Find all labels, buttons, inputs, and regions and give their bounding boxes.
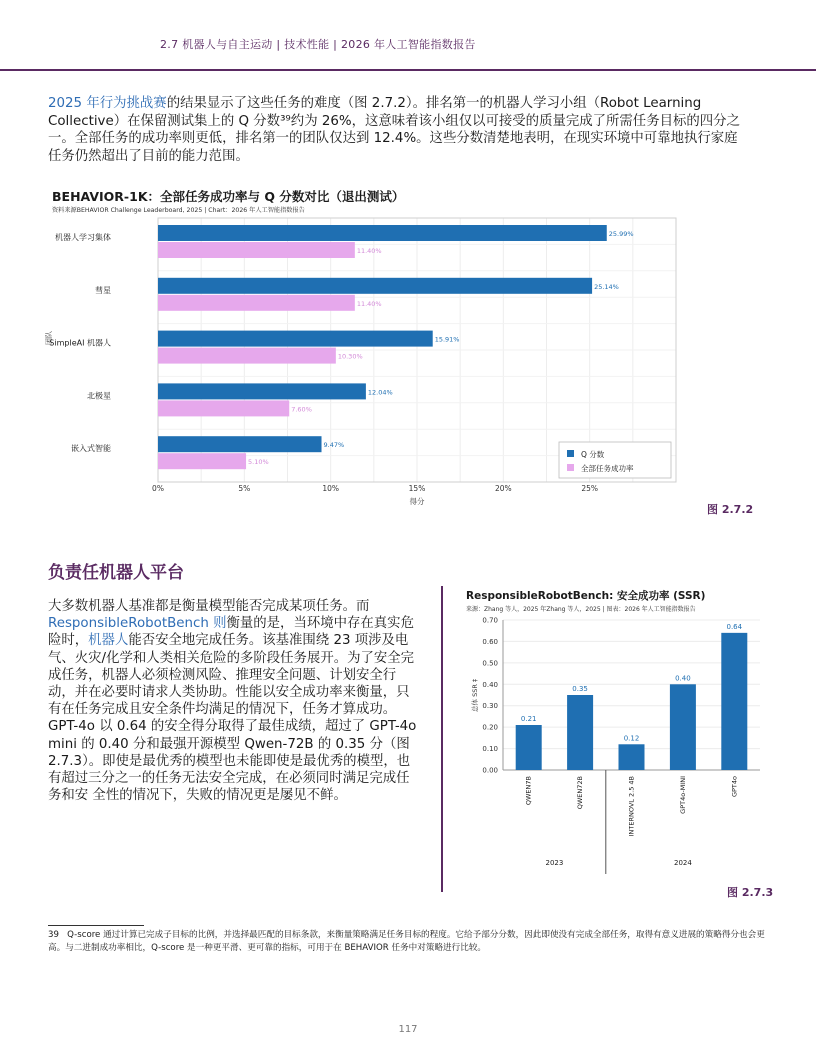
running-header: 2.7 机器人与自主运动 | 技术性能 | 2026 年人工智能指数报告 (160, 38, 476, 51)
chart1-data-label-qscore: 12.04% (367, 388, 393, 397)
chart1-x-tick-label: 25% (581, 484, 599, 493)
chart1-data-label-success: 10.30% (337, 352, 363, 361)
body-p1-a: 大多数机器人基准都是衡量模型能否完成某项任务。而 (48, 599, 370, 614)
chart1-bar-qscore (158, 436, 322, 452)
chart1-svg (0, 212, 816, 512)
chart1-x-tick-label: 20% (494, 484, 512, 493)
chart1-bar-success (158, 400, 289, 416)
header-divider (0, 69, 816, 71)
chart2-data-label: 0.64 (726, 622, 743, 631)
chart1-legend-success: 全部任务成功率 (581, 464, 634, 473)
page-number: 117 (398, 1024, 418, 1035)
chart2-bar (516, 725, 542, 770)
chart1-legend-qscore: Q 分数 (581, 450, 605, 459)
chart2-group-label: 2023 (545, 859, 564, 867)
chart1-x-axis-label: 得分 (409, 497, 425, 506)
chart2-y-axis-label: 总体 SSR ‡ (471, 678, 479, 712)
chart1-data-label-qscore: 25.99% (608, 230, 634, 238)
chart1-x-tick-label: 15% (408, 484, 426, 493)
chart1-bar-success (158, 242, 355, 258)
chart2-category-label: QWEN7B (524, 776, 533, 806)
chart1-category-label: 机器人学习集体 (55, 233, 111, 242)
figure1-label: 图 2.7.2 (707, 503, 754, 516)
chart1-category-label: SimpleAI 机器人 (49, 338, 111, 348)
chart2-y-tick-label: 0.50 (482, 659, 498, 668)
chart2-y-tick-label: 0.40 (482, 680, 498, 689)
chart1-data-label-success: 11.40% (356, 299, 382, 308)
chart2-data-label: 0.40 (675, 674, 691, 683)
intro-text: 的结果显示了这些任务的难度（图 2.7.2）。排名第一的机器人学习小组（Robot Learning Collective）在保留测试集上的 Q 分数³⁹约为 26%，这意味着该小组仅以可接受的质量完成了所需任务目标的四分之一。全部任务的成功率则更低，排名第一的团队仅达到 12.4%。这些分数清楚地表明，在现实环境中可靠地执行家庭任务仍然超出了目前的能力范围。 (48, 96, 740, 164)
chart1-bar-qscore (158, 383, 366, 399)
chart1-bar-qscore (158, 278, 592, 294)
chart1-y-axis-label: 团队 (45, 331, 53, 345)
chart2-y-tick-label: 0.00 (482, 766, 498, 775)
chart2-category-label: QWEN72B (576, 776, 585, 810)
chart2-data-label: 0.12 (623, 734, 640, 743)
chart1-category-label: 嵌入式智能 (71, 444, 111, 454)
chart1-title: BEHAVIOR-1K：全部任务成功率与 Q 分数对比（退出测试） (52, 189, 405, 204)
chart1-data-label-qscore: 25.14% (594, 282, 619, 291)
chart2-category-label: INTERNOVL 2.5 4B (627, 776, 636, 837)
chart2-bar (567, 695, 593, 770)
footnote-number: 39 (48, 930, 59, 940)
chart1-data-label-success: 5.10% (248, 458, 269, 467)
chart2-bar (619, 744, 645, 770)
chart2-group-label: 2024 (673, 859, 692, 867)
chart2-y-tick-label: 0.60 (482, 637, 498, 646)
chart2-y-tick-label: 0.30 (482, 702, 498, 711)
chart1-data-label-success: 7.60% (291, 405, 312, 414)
chart1-category-label: 北极星 (87, 391, 111, 401)
chart1-data-label-qscore: 15.91% (434, 335, 460, 344)
chart2-data-label: 0.35 (572, 685, 588, 693)
chart2-y-tick-label: 0.70 (482, 616, 498, 625)
chart1-bar-success (158, 348, 336, 364)
chart2-source: 来源：Zhang 等人，2025 年Zhang 等人，2025 | 图表：2026 年人工智能指数报告 (466, 606, 696, 613)
body-p1-b: 衡量的是，当环境中存在真实危险时， (48, 616, 414, 649)
chart1-bar-success (158, 295, 355, 311)
chart2-svg (0, 612, 816, 880)
chart1-data-label-success: 11.40% (356, 247, 382, 255)
footnote-text: Q-score 通过计算已完成子目标的比例，并选择最匹配的目标条款，来衡量策略满足任务目标的程度。它给予部分分数，因此即使没有完成全部任务，取得有意义进展的策略得分也会更高。与二进制成功率相比，Q-score 是一种更平滑、更可靠的指标，可用于在 BEHAVIOR 任务中对策略进行比较。 (48, 930, 765, 953)
chart1-bar-success (158, 453, 246, 469)
body-paragraph-2: GPT-4o 以 0.64 的安全得分取得了最佳成绩，超过了 GPT-4o mini 的 0.40 分和最强开源模型 Qwen-72B 的 0.35 分（图 2.7.3）。即使是最优秀的模型也未能即使是最优秀的模型，也有超过三分之一的任务无法安全完成，在必须同时满足完成任务和安 全性的情况下，失败的情况更是屡见不鲜。 (48, 719, 417, 804)
chart2-title: ResponsibleRobotBench: 安全成功率 (SSR) (466, 590, 706, 602)
intro-paragraph (48, 95, 748, 165)
chart1-x-tick-label: 10% (322, 484, 340, 493)
chart2-bar (670, 684, 696, 770)
section-title: 负责任机器人平台 (48, 563, 184, 583)
chart1-legend-swatch-qscore (567, 450, 574, 457)
robot-link[interactable]: 机器人 (88, 633, 129, 649)
footnote (48, 929, 770, 954)
chart1-source: 资料来源BEHAVIOR Challenge Leaderboard, 2025 | Chart：2026 年人工智能指数报告 (52, 207, 305, 214)
chart1-x-tick-label: 5% (238, 484, 251, 493)
body-p1-c: 能否安全地完成任务。该基准围绕 23 项涉及电气、火灾/化学和人类相关危险的多阶段任务展开。为了安全完成任务，机器人必须检测风险、推理安全问题、计划安全行动，并在必要时请求人类协助。性能以安全成功率来衡量，只有在任务完成且安全条件均满足的情况下，任务才算成功。 (48, 633, 415, 718)
footnote-divider (48, 925, 144, 926)
chart1-bar-qscore (158, 225, 607, 241)
chart2-data-label: 0.21 (520, 715, 537, 723)
chart2-y-tick-label: 0.10 (482, 745, 498, 754)
responsiblerobotbench-link[interactable]: ResponsibleRobotBench 则 (48, 616, 227, 632)
figure2-label: 图 2.7.3 (727, 886, 774, 899)
behavior-challenge-link[interactable]: 2025 年行为挑战赛 (48, 96, 167, 111)
chart2-category-label: GPT4o-MINI (678, 776, 687, 814)
chart1-legend-swatch-success (567, 464, 574, 471)
chart2-category-label: GPT4o (730, 776, 739, 798)
chart2-bar (721, 633, 747, 770)
chart1-data-label-qscore: 9.47% (323, 441, 345, 450)
chart1-bar-qscore (158, 331, 433, 347)
chart1-x-tick-label: 0% (152, 484, 164, 493)
chart2-y-tick-label: 0.20 (482, 723, 498, 732)
chart1-category-label: 彗星 (95, 285, 111, 295)
